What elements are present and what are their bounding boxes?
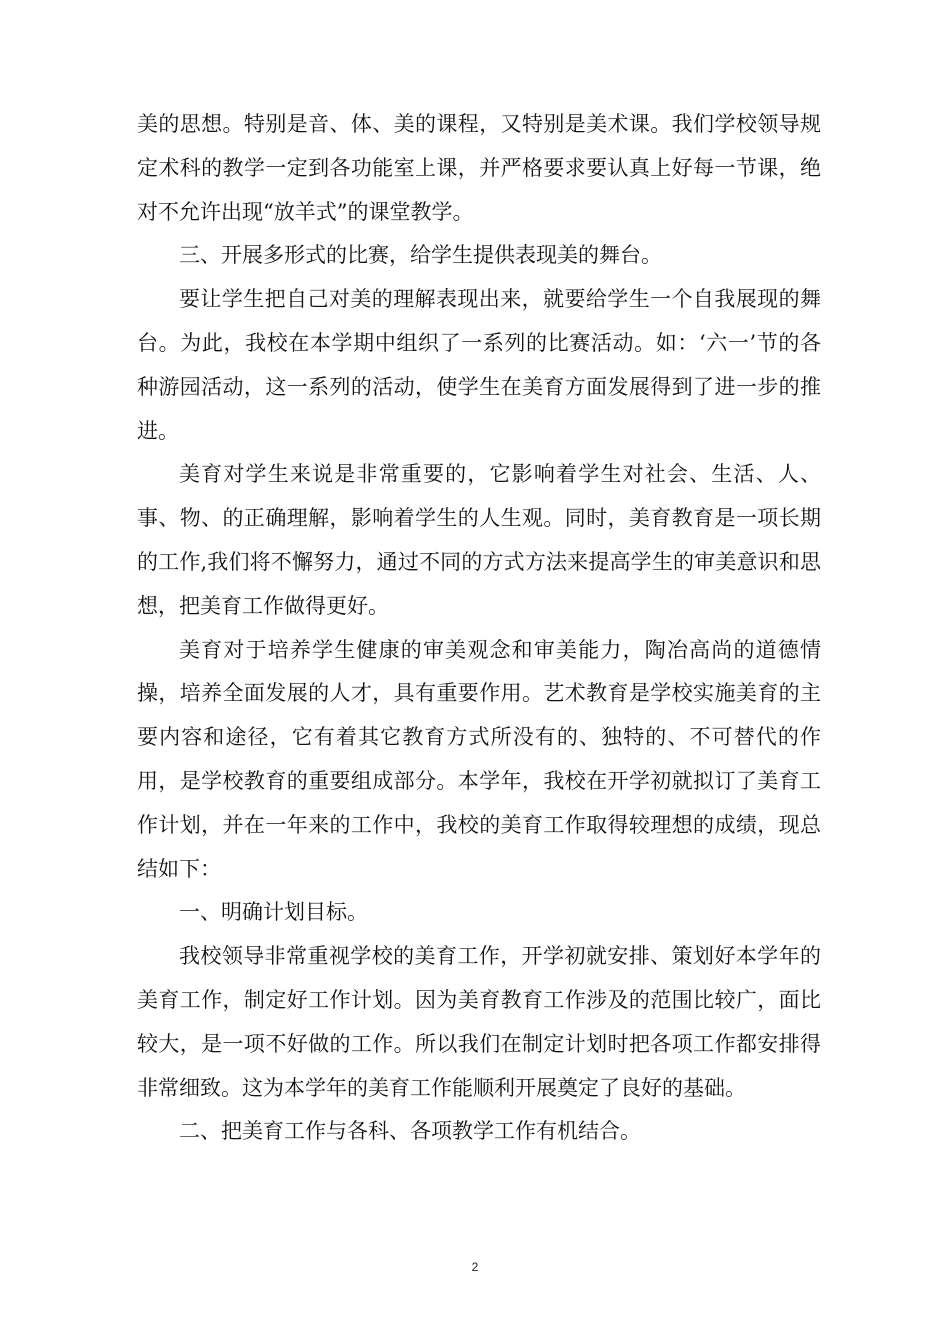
paragraph: 要让学生把自己对美的理解表现出来，就要给学生一个自我展现的舞台。为此，我校在本学期中组织了一系列的比赛活动。如：‘六一’节的各种游园活动，这一系列的活动，使学生在美育方面发展得到了进一步的推进。 [137,287,821,443]
page-number: 2 [471,1260,479,1274]
document-body [137,103,821,1154]
paragraph: 美育对于培养学生健康的审美观念和审美能力，陶冶高尚的道德情操，培养全面发展的人才，具有重要作用。艺术教育是学校实施美育的主要内容和途径，它有着其它教育方式所没有的、独特的、不可替代的作用，是学校教育的重要组成部分。本学年，我校在开学初就拟订了美育工作计划，并在一年来的工作中，我校的美育工作取得较理想的成绩，现总结如下： [137,637,821,881]
paragraph: 我校领导非常重视学校的美育工作，开学初就安排、策划好本学年的美育工作，制定好工作计划。因为美育教育工作涉及的范围比较广，面比较大，是一项不好做的工作。所以我们在制定计划时把各项工作都安排得非常细致。这为本学年的美育工作能顺利开展奠定了良好的基础。 [137,944,821,1100]
paragraph-continuation: 美的思想。特别是音、体、美的课程，又特别是美术课。我们学校领导规定术科的教学一定到各功能室上课，并严格要求要认真上好每一节课，绝对不允许出现“放羊式”的课堂教学。 [137,112,821,224]
paragraph: 美育对学生来说是非常重要的，它影响着学生对社会、生活、人、事、物、的正确理解，影响着学生的人生观。同时，美育教育是一项长期的工作,我们将不懈努力，通过不同的方式方法来提高学生的审美意识和思想，把美育工作做得更好。 [137,462,821,618]
section-heading-2: 二、把美育工作与各科、各项教学工作有机结合。 [179,1119,641,1144]
section-heading-3: 三、开展多形式的比赛，给学生提供表现美的舞台。 [179,243,662,268]
section-heading-1: 一、明确计划目标。 [179,900,368,925]
